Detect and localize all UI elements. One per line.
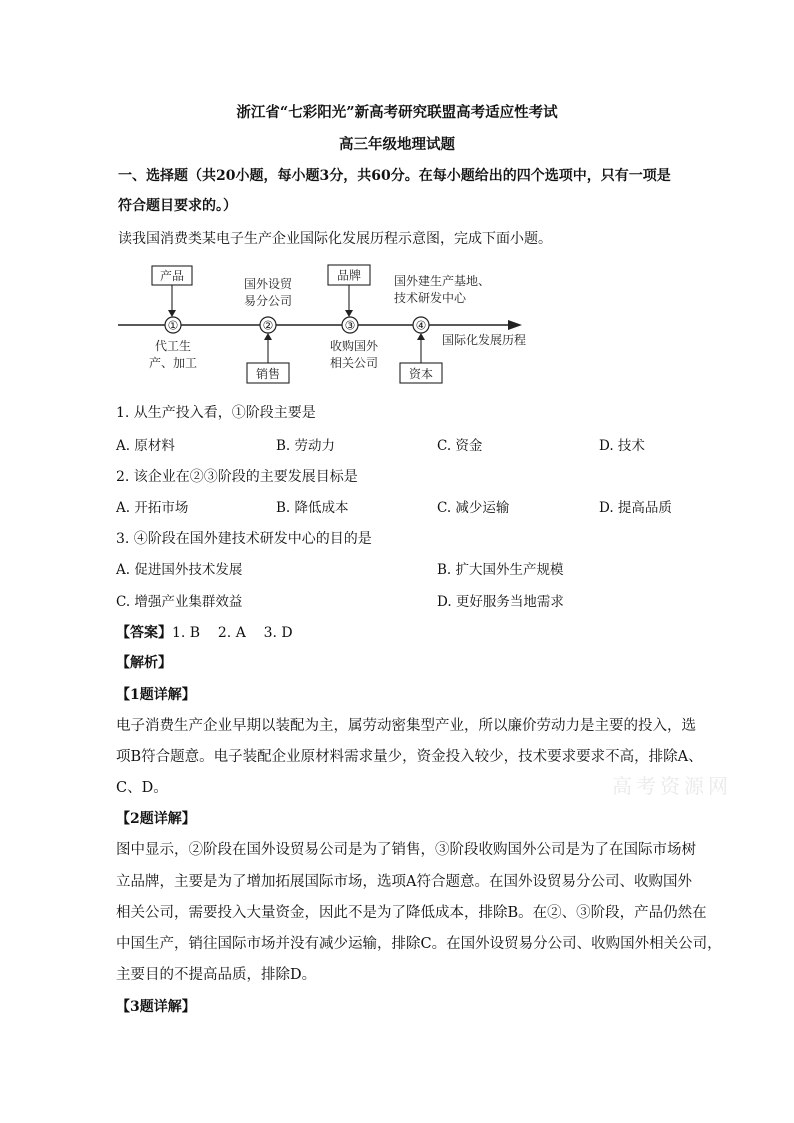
- stage-3-marker: [342, 317, 358, 333]
- q2-detail-line3: 相关公司，需要投入大量资金，因此不是为了降低成本，排除B。在②、③阶段，产品仍然在: [116, 905, 707, 921]
- question-1-option-c: C. 资金: [437, 438, 483, 454]
- q1-detail-line1: 电子消费生产企业早期以装配为主，属劳动密集型产业，所以廉价劳动力是主要的投入，选: [116, 718, 696, 734]
- label-base-2: 技术研发中心: [394, 291, 467, 305]
- question-2-option-b: B. 降低成本: [276, 500, 349, 516]
- section-heading-line2: 符合题目要求的。）: [118, 198, 237, 214]
- answer-line: [116, 623, 293, 643]
- stage-1-marker: [165, 317, 181, 333]
- q1-detail-label: 【1题详解】: [116, 687, 196, 703]
- stage-2-marker: [260, 317, 276, 333]
- question-3-option-b: B. 扩大国外生产规模: [437, 562, 564, 578]
- label-oem-1: 代工生: [154, 339, 192, 353]
- svg-text:资本: 资本: [408, 367, 434, 381]
- analysis-label: 【解析】: [116, 655, 172, 671]
- svg-text:品牌: 品牌: [336, 268, 362, 283]
- label-trade-2: 易分公司: [243, 294, 293, 308]
- timeline-arrowhead: [508, 320, 522, 330]
- question-2-option-a: A. 开拓市场: [116, 500, 189, 516]
- q1-detail-line2: 项B符合题意。电子装配企业原材料需求量少，资金投入较少，技术要求要求不高，排除A、: [116, 749, 703, 765]
- svg-text:销售: 销售: [255, 367, 281, 381]
- answer-label: 【答案】: [116, 625, 172, 641]
- stage-4-marker: [413, 317, 429, 333]
- q2-detail-line2: 立品牌，主要是为了增加拓展国际市场，选项A符合题意。在国外设贸易分公司、收购国外: [116, 874, 692, 890]
- question-2-stem: 2. 该企业在②③阶段的主要发展目标是: [116, 469, 358, 485]
- sales-box: [247, 363, 289, 383]
- q2-detail-line1: 图中显示，②阶段在国外设贸易公司是为了销售，③阶段收购国外公司是为了在国际市场树: [116, 842, 696, 858]
- internationalization-diagram: [110, 262, 550, 390]
- q2-detail-line5: 主要目的不提高品质，排除D。: [116, 967, 317, 983]
- question-1-option-b: B. 劳动力: [276, 438, 336, 454]
- question-1-option-a: A. 原材料: [116, 438, 175, 454]
- label-trade-1: 国外设贸: [243, 277, 293, 291]
- question-intro: 读我国消费类某电子生产企业国际化发展历程示意图，完成下面小题。: [118, 231, 552, 247]
- q1-detail-line3: C、D。: [116, 780, 168, 796]
- brand-box: [328, 265, 370, 285]
- section-heading-line1: 一、选择题（共20小题，每小题3分，共60分。在每小题给出的四个选项中，只有一项是: [118, 168, 671, 184]
- question-1-option-d: D. 技术: [599, 438, 645, 454]
- label-acquire-1: 收购国外: [329, 339, 379, 353]
- product-box: [152, 266, 192, 285]
- svg-text:产品: 产品: [159, 269, 185, 283]
- exam-subtitle: 高三年级地理试题: [339, 136, 455, 153]
- label-oem-2: 产、加工: [148, 356, 198, 370]
- q2-detail-label: 【2题详解】: [116, 811, 196, 827]
- question-3-option-d: D. 更好服务当地需求: [437, 594, 564, 610]
- label-base-1: 国外建生产基地、: [394, 274, 491, 288]
- svg-text:①: ①: [167, 318, 179, 333]
- q2-detail-line4: 中国生产，销往国际市场并没有减少运输，排除C。在国外设贸易分公司、收购国外相关公司，: [116, 936, 722, 952]
- watermark: 高考资源网: [612, 774, 732, 798]
- q3-detail-label: 【3题详解】: [116, 999, 196, 1015]
- question-1-stem: 1. 从生产投入看，①阶段主要是: [116, 405, 316, 421]
- svg-text:②: ②: [262, 318, 274, 333]
- answer-text: 1. B 2. A 3. D: [172, 625, 293, 641]
- question-3-option-c: C. 增强产业集群效益: [116, 594, 243, 610]
- capital-box: [400, 363, 442, 383]
- question-2-option-d: D. 提高品质: [599, 500, 672, 516]
- question-2-option-c: C. 减少运输: [437, 500, 510, 516]
- question-3-option-a: A. 促进国外技术发展: [116, 562, 243, 578]
- svg-text:④: ④: [415, 318, 427, 333]
- question-3-stem: 3. ④阶段在国外建技术研发中心的目的是: [116, 531, 372, 547]
- exam-title: 浙江省“七彩阳光”新高考研究联盟高考适应性考试: [236, 104, 558, 121]
- label-acquire-2: 相关公司: [329, 356, 379, 370]
- timeline-label: 国际化发展历程: [442, 333, 527, 347]
- svg-text:③: ③: [344, 318, 356, 333]
